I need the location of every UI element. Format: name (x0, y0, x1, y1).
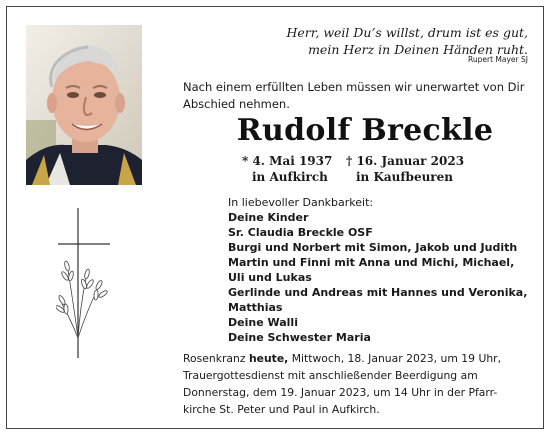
family-line: Sr. Claudia Breckle OSF (228, 226, 373, 239)
portrait-photo (26, 25, 142, 185)
death-place: in Kaufbeuren (356, 170, 453, 184)
quote-line-2: mein Herz in Deinen Händen ruht. (308, 42, 528, 57)
service-today: heute, (248, 352, 289, 365)
intro-line-2: Abschied nehmen. (183, 97, 290, 111)
family-line: Martin und Finni mit Anna und Michi, Michael, (228, 256, 515, 269)
thanks-heading: In liebevoller Dankbarkeit: (228, 196, 374, 209)
quote-line-1: Herr, weil Du’s willst, drum ist es gut, (286, 25, 528, 40)
family-line: Deine Schwester Maria (228, 331, 371, 344)
birth-place: in Aufkirch (252, 170, 328, 184)
cross-with-wheat-icon (56, 208, 116, 358)
deceased-name: Rudolf Breckle (236, 113, 494, 148)
service-line-4: kirche St. Peter und Paul in Aufkirch. (183, 403, 380, 416)
intro-line-1: Nach einem erfüllten Leben müssen wir unerwartet von Dir (183, 80, 525, 94)
family-line: Deine Kinder (228, 211, 309, 224)
birth-info (242, 153, 332, 185)
death-info (346, 153, 464, 185)
service-info (183, 350, 528, 418)
intro-text (183, 79, 528, 113)
family-line: Uli und Lukas (228, 271, 312, 284)
service-line-2: Trauergottesdienst mit anschließender Beerdigung am (183, 369, 478, 382)
family-line: Gerlinde und Andreas mit Hannes und Veronika, (228, 286, 528, 299)
family-line: Matthias (228, 301, 283, 314)
family-line: Burgi und Norbert mit Simon, Jakob und Judith (228, 241, 518, 254)
family-list (228, 210, 528, 345)
family-line: Deine Walli (228, 316, 298, 329)
service-line-3: Donnerstag, dem 19. Januar 2023, um 14 Uhr in der Pfarr- (183, 386, 498, 399)
quote-author: Rupert Mayer SJ (468, 55, 528, 64)
birth-date: * 4. Mai 1937 (242, 154, 333, 168)
service-rosary-label: Rosenkranz (183, 352, 249, 365)
service-line-1 (183, 350, 528, 367)
service-rosary-time: Mittwoch, 18. Januar 2023, um 19 Uhr, (288, 352, 502, 365)
quote (198, 24, 528, 58)
death-date: † 16. Januar 2023 (346, 154, 465, 168)
